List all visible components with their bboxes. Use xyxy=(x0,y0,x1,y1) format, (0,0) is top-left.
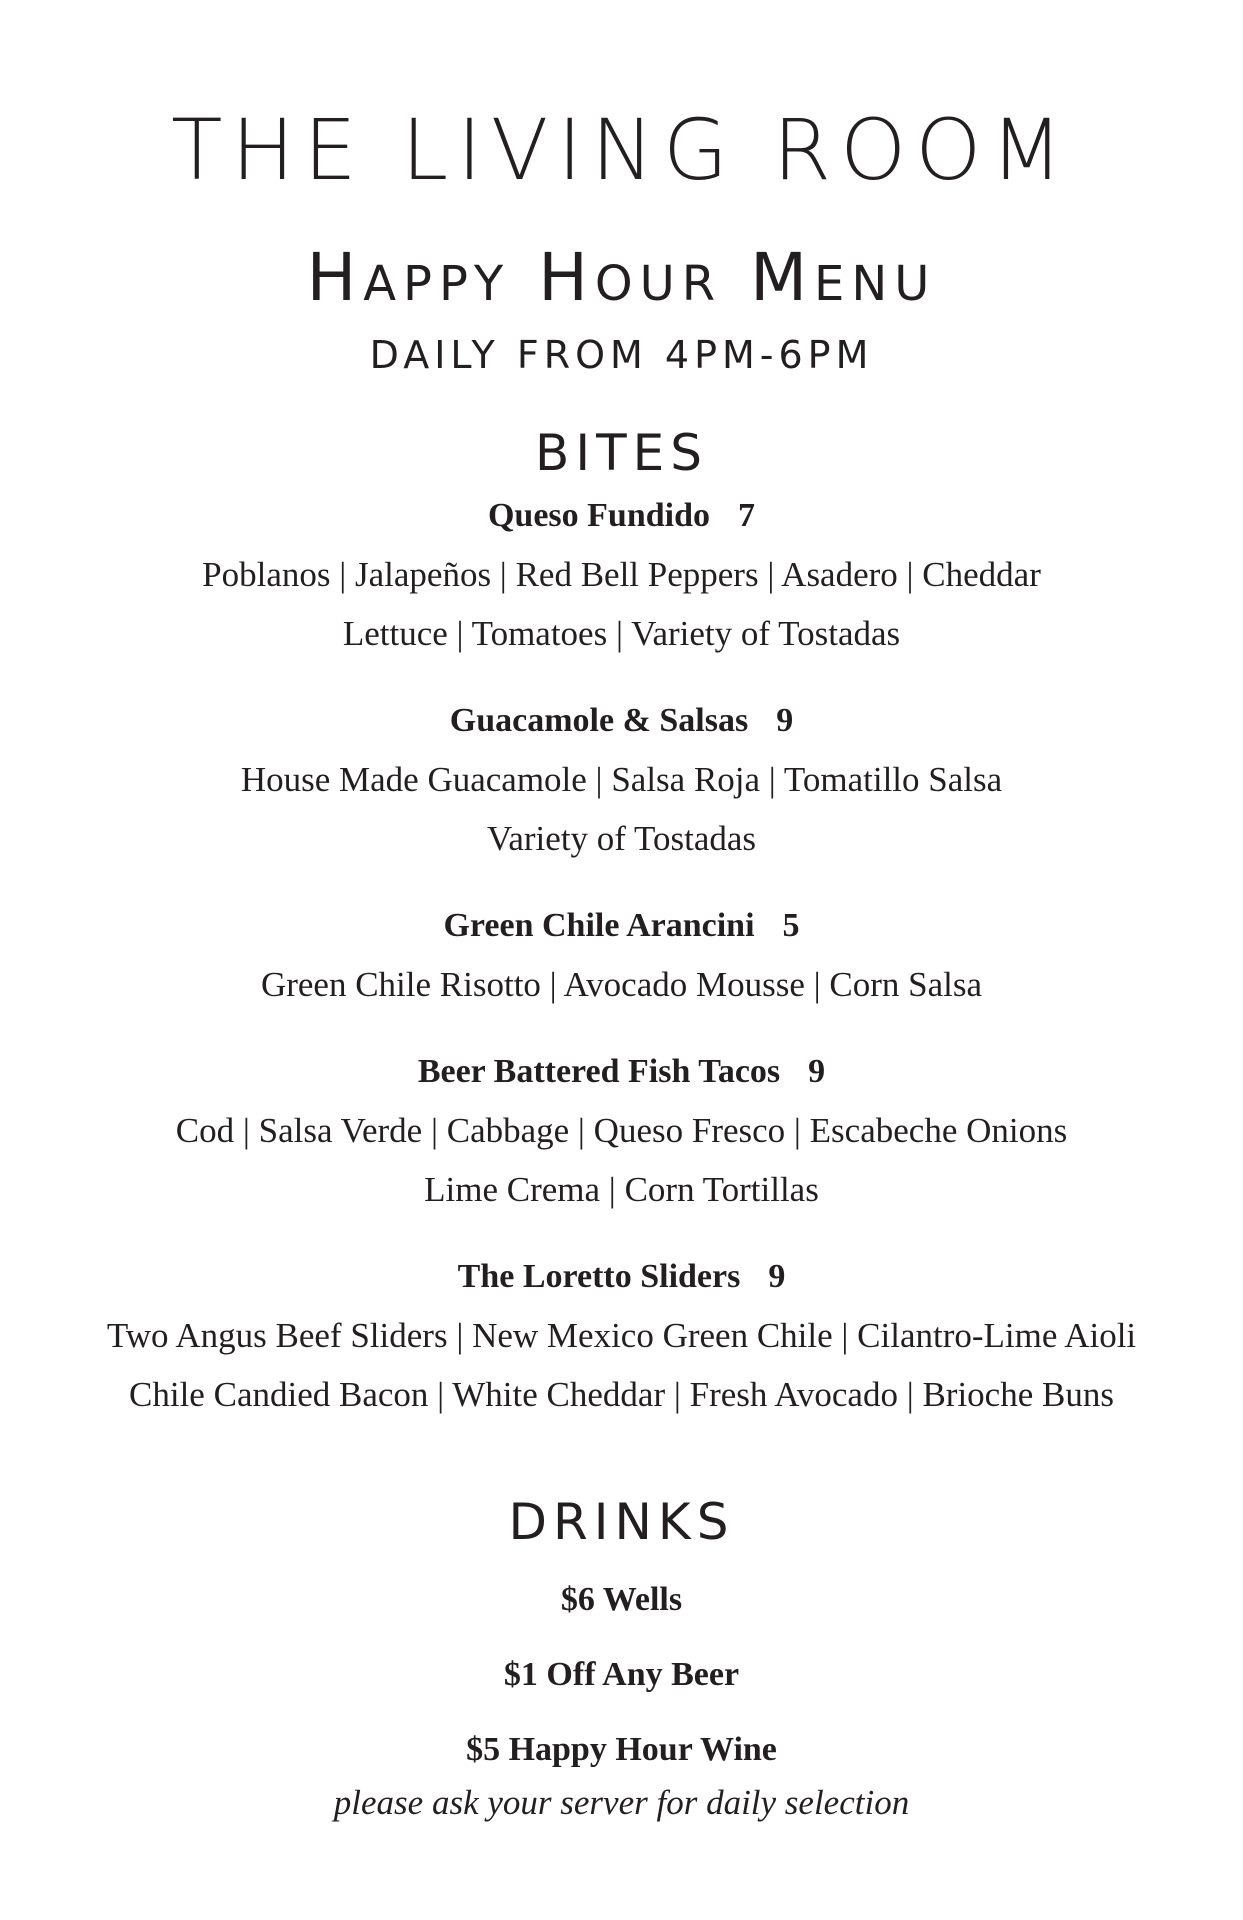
item-price: 9 xyxy=(776,702,794,739)
item-description: Green Chile Risotto | Avocado Mousse | Corn Salsa xyxy=(260,965,983,1004)
item-price: 9 xyxy=(808,1053,826,1090)
menu-item-name xyxy=(0,699,1243,743)
item-description: Lime Crema | Corn Tortillas xyxy=(424,1170,819,1209)
item-description: Chile Candied Bacon | White Cheddar | Fresh Avocado | Brioche Buns xyxy=(129,1375,1114,1414)
menu-item-name xyxy=(0,904,1243,948)
menu-item-name xyxy=(0,1255,1243,1299)
item-description: Variety of Tostadas xyxy=(486,819,757,858)
item-price: 5 xyxy=(782,907,800,944)
item-description: House Made Guacamole | Salsa Roja | Tomatillo Salsa xyxy=(240,760,1003,799)
item-price: 9 xyxy=(768,1258,786,1295)
menu-item-name xyxy=(0,1050,1243,1094)
drink-note: please ask your server for daily selection xyxy=(333,1783,910,1822)
drink-item: $5 Happy Hour Wine xyxy=(466,1731,777,1768)
item-title: Queso Fundido xyxy=(487,497,711,534)
item-description: Two Angus Beef Sliders | New Mexico Green Chile | Cilantro-Lime Aioli xyxy=(106,1316,1137,1355)
item-description: Lettuce | Tomatoes | Variety of Tostadas xyxy=(342,614,901,653)
restaurant-title: THE LIVING ROOM xyxy=(171,101,1072,199)
bites-heading: BITES xyxy=(535,424,708,482)
item-title: Guacamole & Salsas xyxy=(449,702,749,739)
drink-item: $6 Wells xyxy=(560,1581,683,1618)
item-description: Poblanos | Jalapeños | Red Bell Peppers | Asadero | Cheddar xyxy=(202,555,1041,594)
item-title: The Loretto Sliders xyxy=(457,1258,741,1295)
drinks-heading: DRINKS xyxy=(508,1493,735,1551)
subtitle-word: MENU xyxy=(750,239,937,316)
item-title: Green Chile Arancini xyxy=(443,907,755,944)
drink-item: $1 Off Any Beer xyxy=(503,1656,740,1693)
menu-item-name xyxy=(0,494,1243,538)
item-title: Beer Battered Fish Tacos xyxy=(417,1053,781,1090)
subtitle-word: HAPPY xyxy=(306,239,511,316)
menu-subtitle xyxy=(0,238,1243,324)
item-price: 7 xyxy=(738,497,756,534)
hours-text: DAILY FROM 4PM-6PM xyxy=(369,333,874,377)
item-description: Cod | Salsa Verde | Cabbage | Queso Fresco | Escabeche Onions xyxy=(175,1111,1068,1150)
subtitle-word: HOUR xyxy=(538,239,723,316)
